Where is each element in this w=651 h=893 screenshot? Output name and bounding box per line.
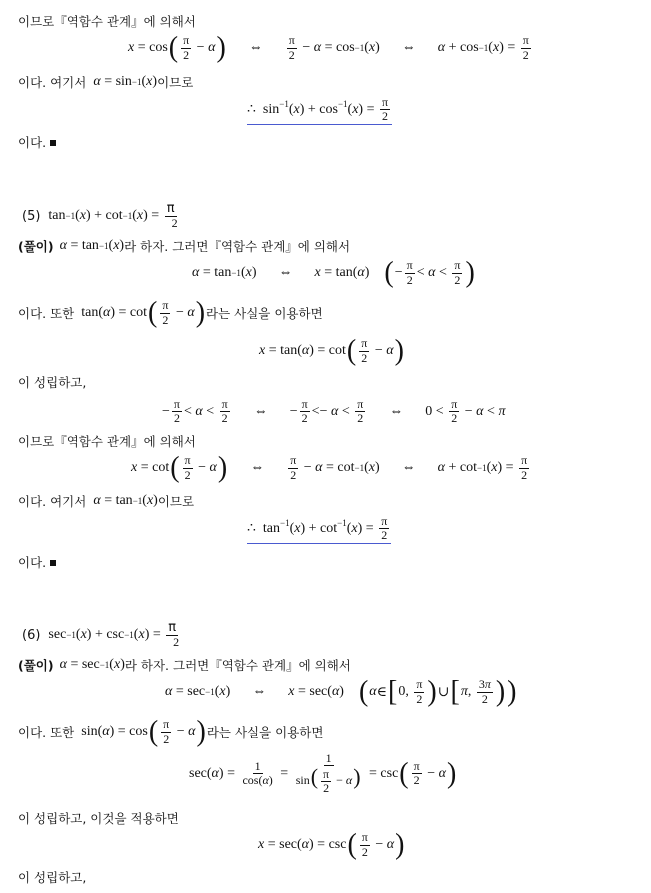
text-line: 이므로『역함수 관계』에 의해서	[18, 14, 196, 29]
text-line: 이다.	[18, 553, 56, 571]
boxed-result-5: ∴ $\tan^{-1}(x) + \cot^{-1}(x)$ = $\frac{\pi}{2}$	[247, 515, 391, 544]
qed-icon	[50, 140, 56, 146]
text-line: 이 성립하고,	[18, 870, 87, 885]
boxed-result-1: ∴ $\sin^{-1}(x) + \cos^{-1}(x)$ = $\frac{\pi}{2}$	[247, 96, 392, 125]
text-line: 이 성립하고, 이것을 적용하면	[18, 811, 179, 826]
text-line-with-math: 이다. 또한 sin( α ) = cos ( $\frac{\pi}{2}$ − α ) 라는 사실을 이용하면	[18, 715, 324, 748]
problem-heading-5: (5) tan −1 ( x ) + cot −1 ( x ) = $\frac{\pi}{2}$	[22, 201, 178, 231]
text-line-with-math: 이다. 여기서 α = sin −1 ( x ) 이므로	[18, 74, 194, 90]
equation-5-4: x = cot ( $\frac{\pi}{2}$ − α ) ⇔ $\frac{\pi}{2}$ − α = cot −1 ( x ) ⇔ α + cot −1 ( x ) = $\frac{\pi}{2}$	[131, 451, 528, 484]
text-line: 이 성립하고,	[18, 375, 87, 390]
equation-6-2: sec( α ) = $\frac{1}{\cos(\alpha)}$ = 1 sin( $\frac{\pi}{2}$ − α) = csc ( $\frac{\pi}{2}$ − α )	[189, 751, 457, 795]
text-line-with-math: 이다. 또한 tan( α ) = cot ( $\frac{\pi}{2}$ − α ) 라는 사실을 이용하면	[18, 296, 323, 329]
text-line: 이므로『역함수 관계』에 의해서	[18, 434, 196, 449]
equation-5-1: α = tan −1 ( x ) ⇔ x = tan( α ) ( − $\frac{\pi}{2}$ < α < $\frac{\pi}{2}$ )	[192, 256, 475, 289]
equation-5-2: x = tan( α ) = cot ( $\frac{\pi}{2}$ − α )	[259, 334, 404, 367]
text-line-with-math: 이다. 여기서 α = tan −1 ( x ) 이므로	[18, 493, 195, 509]
solution-intro-6: (풀이) α = sec −1 ( x ) 라 하자. 그러면『역함수 관계』에 의해서	[18, 657, 351, 673]
qed-icon	[50, 560, 56, 566]
solution-intro-5: (풀이) α = tan −1 ( x ) 라 하자. 그러면『역함수 관계』에 의해서	[18, 238, 351, 254]
equation-5-3: − $\frac{\pi}{2}$ < α < $\frac{\pi}{2}$ ⇔ − $\frac{\pi}{2}$ <− α < $\frac{\pi}{2}$ ⇔ 0 < $\frac{\pi}{2}$ − α < π	[162, 397, 506, 426]
equation-6-1: α = sec −1 ( x ) ⇔ x = sec( α ) ( α ∈ [ 0, $\frac{\pi}{2}$ ) ∪ [ π , $\frac{3\pi}{2}$ ) )	[165, 675, 517, 708]
problem-heading-6: (6) sec −1 ( x ) + csc −1 ( x ) = $\frac{\pi}{2}$	[22, 620, 180, 650]
equation-6-3: x = sec( α ) = csc ( $\frac{\pi}{2}$ − α )	[258, 828, 405, 861]
text-line: 이다.	[18, 133, 56, 151]
equation-1: x = cos ( $\frac{\pi}{2}$ − α ) ⇔ $\frac{\pi}{2}$ − α = cos −1 ( x ) ⇔ α + cos −1 ( x ) = $\frac{\pi}{2}$	[128, 31, 529, 64]
